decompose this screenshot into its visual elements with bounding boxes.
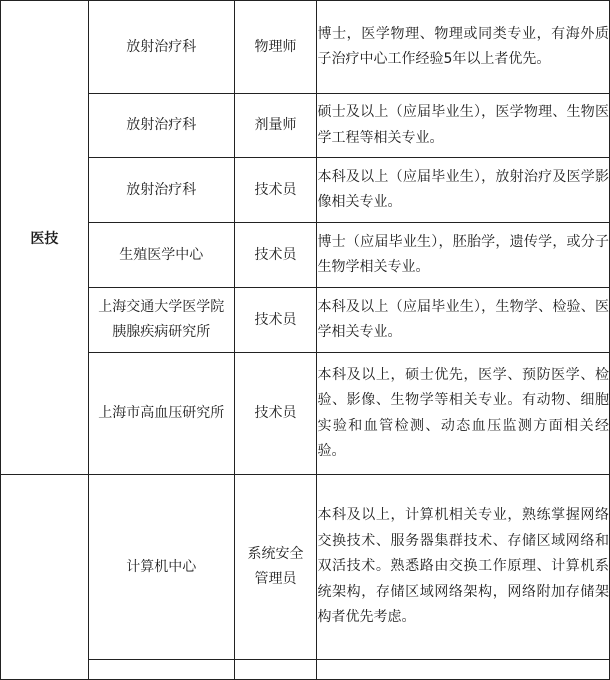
requirement-cell: 本科及以上，计算机相关专业，熟练掌握网络交换技术、服务器集群技术、存储区域网络和双活技术。熟悉路由交换工作原理、计算机系统架构，存储区域网络架构，网络附加存储架构者优先考虑。 — [317, 475, 610, 660]
table-row — [1, 660, 610, 680]
table-row — [1, 1, 610, 94]
position-cell: 剂量师 — [234, 94, 317, 158]
dept-cell: 放射治疗科 — [88, 158, 234, 223]
position-cell: 技术员 — [234, 353, 317, 475]
table-row — [1, 288, 610, 353]
position-cell: 技术员 — [234, 158, 317, 223]
requirement-cell: 硕士及以上（应届毕业生），医学物理、生物医学工程等相关专业。 — [317, 94, 610, 158]
dept-cell: 放射治疗科 — [88, 94, 234, 158]
empty-cell — [88, 660, 234, 680]
group-cell: 医技 — [1, 1, 89, 475]
position-cell: 技术员 — [234, 288, 317, 353]
empty-cell — [234, 660, 317, 680]
requirement-cell: 博士（应届毕业生），胚胎学，遗传学，或分子生物学相关专业。 — [317, 223, 610, 288]
dept-cell: 计算机中心 — [88, 475, 234, 660]
table-row — [1, 353, 610, 475]
table-row — [1, 158, 610, 223]
position-cell: 技术员 — [234, 223, 317, 288]
table-row — [1, 223, 610, 288]
dept-cell: 上海交通大学医学院 胰腺疾病研究所 — [88, 288, 234, 353]
requirement-cell: 本科及以上，硕士优先，医学、预防医学、检验、影像、生物学等相关专业。有动物、细胞实验和血管检测、动态血压监测方面相关经验。 — [317, 353, 610, 475]
dept-cell: 放射治疗科 — [88, 1, 234, 94]
dept-cell: 生殖医学中心 — [88, 223, 234, 288]
table-row — [1, 475, 610, 660]
requirement-cell: 博士，医学物理、物理或同类专业，有海外质子治疗中心工作经验5年以上者优先。 — [317, 1, 610, 94]
position-cell: 物理师 — [234, 1, 317, 94]
table-row — [1, 94, 610, 158]
empty-cell — [317, 660, 610, 680]
requirement-cell: 本科及以上（应届毕业生），生物学、检验、医学相关专业。 — [317, 288, 610, 353]
dept-cell: 上海市高血压研究所 — [88, 353, 234, 475]
position-cell: 系统安全 管理员 — [234, 475, 317, 660]
group-cell — [1, 475, 89, 680]
requirement-cell: 本科及以上（应届毕业生），放射治疗及医学影像相关专业。 — [317, 158, 610, 223]
